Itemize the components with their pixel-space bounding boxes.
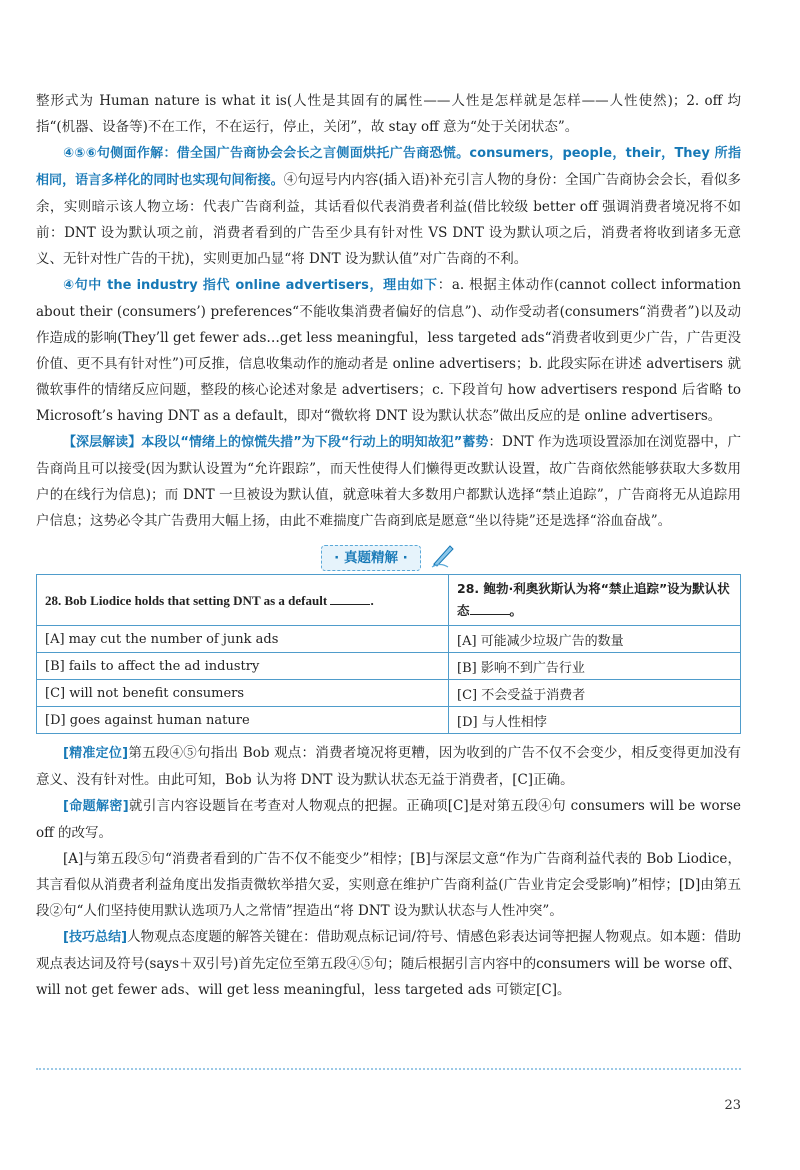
paragraph-3-body: ：a. 根据主体动作(cannot collect information about their (consumers’) preferences“不能收集消费者偏好的信息”)、动作受动者(consumers“消费者”)以及动作造成的影响(They’ll get fewer ads…get less meaningful，less targeted ads“消费者收到更少广告，广告更没价值、更不具有针对性”)可反推，信息收集动作的施动者是 online advertisers；b. 此段实际在讲述 advertisers 就微软事件的情绪反应问题，整段的核心论述对象是 advertisers；c. 下段首句 how advertisers respond 后省略 to Microsoft’s having DNT as a default，即对“微软将 DNT 设为默认状态”做出反应的是 online advertisers。 — [36, 277, 741, 424]
analysis-location-tag: [精准定位] — [63, 746, 129, 761]
option-c-cn: [C] 不会受益于消费者 — [449, 680, 741, 707]
analysis-location — [36, 740, 741, 793]
paragraph-2 — [36, 140, 741, 272]
option-b-en: [B] fails to affect the ad industry — [37, 653, 449, 680]
analysis-distractors: [A]与第五段⑤句“消费者看到的广告不仅不能变少”相悖；[B]与深层文意“作为广告商利益代表的 Bob Liodice，其言看似从消费者利益角度出发指责微软举措欠妥，实则意在维护广告商利益(广告业肯定会受影响)”相悖；[D]由第五段②句“人们坚持使用默认选项乃人之常情”捏造出“将 DNT 设为默认状态与人性冲突”。 — [36, 851, 741, 919]
deep-reading-body: ：DNT 作为选项设置添加在浏览器中，广告商尚且可以接受(因为默认设置为“允许跟踪”，而天性使得人们懒得更改默认设置，故广告商依然能够获取大多数用户的在线行为信息)；而 DNT 一旦被设为默认值，就意味着大多数用户都默认选择“禁止追踪”，广告商将无从追踪用户信息；这势必令其广告费用大幅上扬，由此不难揣度广告商到底是愿意“坐以待毙”还是选择“浴血奋战”。 — [36, 434, 741, 529]
page-content — [36, 88, 741, 1003]
question-en: 28. Bob Liodice holds that setting DNT as a default . — [37, 575, 449, 626]
paragraph-2-heading: ④⑤⑥句侧面作解：借全国广告商协会会长之言侧面烘托广告商恐慌。consumers，people，their，They 所指相同，语言多样化的同时也实现句间衔接。 — [36, 146, 741, 188]
option-d-en: [D] goes against human nature — [37, 707, 449, 734]
option-row — [37, 707, 741, 734]
option-d-cn: [D] 与人性相悖 — [449, 707, 741, 734]
paragraph-2-body: ④句逗号内内容(插入语)补充引言人物的身份：全国广告商协会会长，看似多余，实则暗示该人物立场：代表广告商利益，其话看似代表消费者利益(借比较级 better off 强调消费者境况将不如前：DNT 设为默认项之前，消费者看到的广告至少具有针对性 VS DNT 设为默认项之后，消费者将收到诸多无意义、无针对性广告的干扰)，实则更加凸显“将 DNT 设为默认值”对广告商的不利。 — [36, 172, 741, 267]
analysis-location-body: 第五段④⑤句指出 Bob 观点：消费者境况将更糟，因为收到的广告不仅不会变少，相反变得更加没有意义、没有针对性。由此可知，Bob 认为将 DNT 设为默认状态无益于消费者，[C]正确。 — [36, 745, 741, 788]
question-row — [37, 575, 741, 626]
section-title — [36, 542, 741, 568]
option-a-en: [A] may cut the number of junk ads — [37, 626, 449, 653]
question-cn: 28. 鲍勃·利奥狄斯认为将“禁止追踪”设为默认状态 。 — [449, 575, 741, 626]
option-a-cn: [A] 可能减少垃圾广告的数量 — [449, 626, 741, 653]
page-number: 23 — [724, 1098, 741, 1113]
option-row — [37, 680, 741, 707]
option-b-cn: [B] 影响不到广告行业 — [449, 653, 741, 680]
dotted-divider — [36, 1068, 741, 1070]
option-row — [37, 626, 741, 653]
option-c-en: [C] will not benefit consumers — [37, 680, 449, 707]
analysis-skills-tag: [技巧总结] — [63, 930, 128, 945]
analysis-skills-body: 人物观点态度题的解答关键在：借助观点标记词/符号、情感色彩表达词等把握人物观点。如本题：借助观点表达词及符号(says＋双引号)首先定位至第五段④⑤句；随后根据引言内容中的consumers will be worse off、will not get fewer ads、will get less meaningful，less targeted ads 可锁定[C]。 — [36, 929, 741, 998]
pen-icon — [430, 542, 456, 572]
question-table — [36, 574, 741, 734]
analysis-decode — [36, 793, 741, 846]
analysis-skills — [36, 924, 741, 1003]
paragraph-4 — [36, 429, 741, 534]
paragraph-1: 整形式为 Human nature is what it is(人性是其固有的属性——人性是怎样就是怎样——人性使然)；2. off 均指“(机器、设备等)不在工作，不在运行，停止，关闭”，故 stay off 意为“处于关闭状态”。 — [36, 93, 741, 135]
paragraph-3-heading: ④句中 the industry 指代 online advertisers，理由如下 — [63, 278, 438, 293]
paragraph-3 — [36, 272, 741, 429]
deep-reading-heading: 【深层解读】本段以“情绪上的惊慌失措”为下段“行动上的明知故犯”蓄势 — [63, 435, 489, 450]
analysis-decode-body: 就引言内容设题旨在考查对人物观点的把握。正确项[C]是对第五段④句 consumers will be worse off 的改写。 — [36, 798, 741, 841]
section-title-label: · 真题精解 · — [321, 545, 421, 571]
option-row — [37, 653, 741, 680]
analysis-decode-tag: [命题解密] — [63, 799, 129, 814]
